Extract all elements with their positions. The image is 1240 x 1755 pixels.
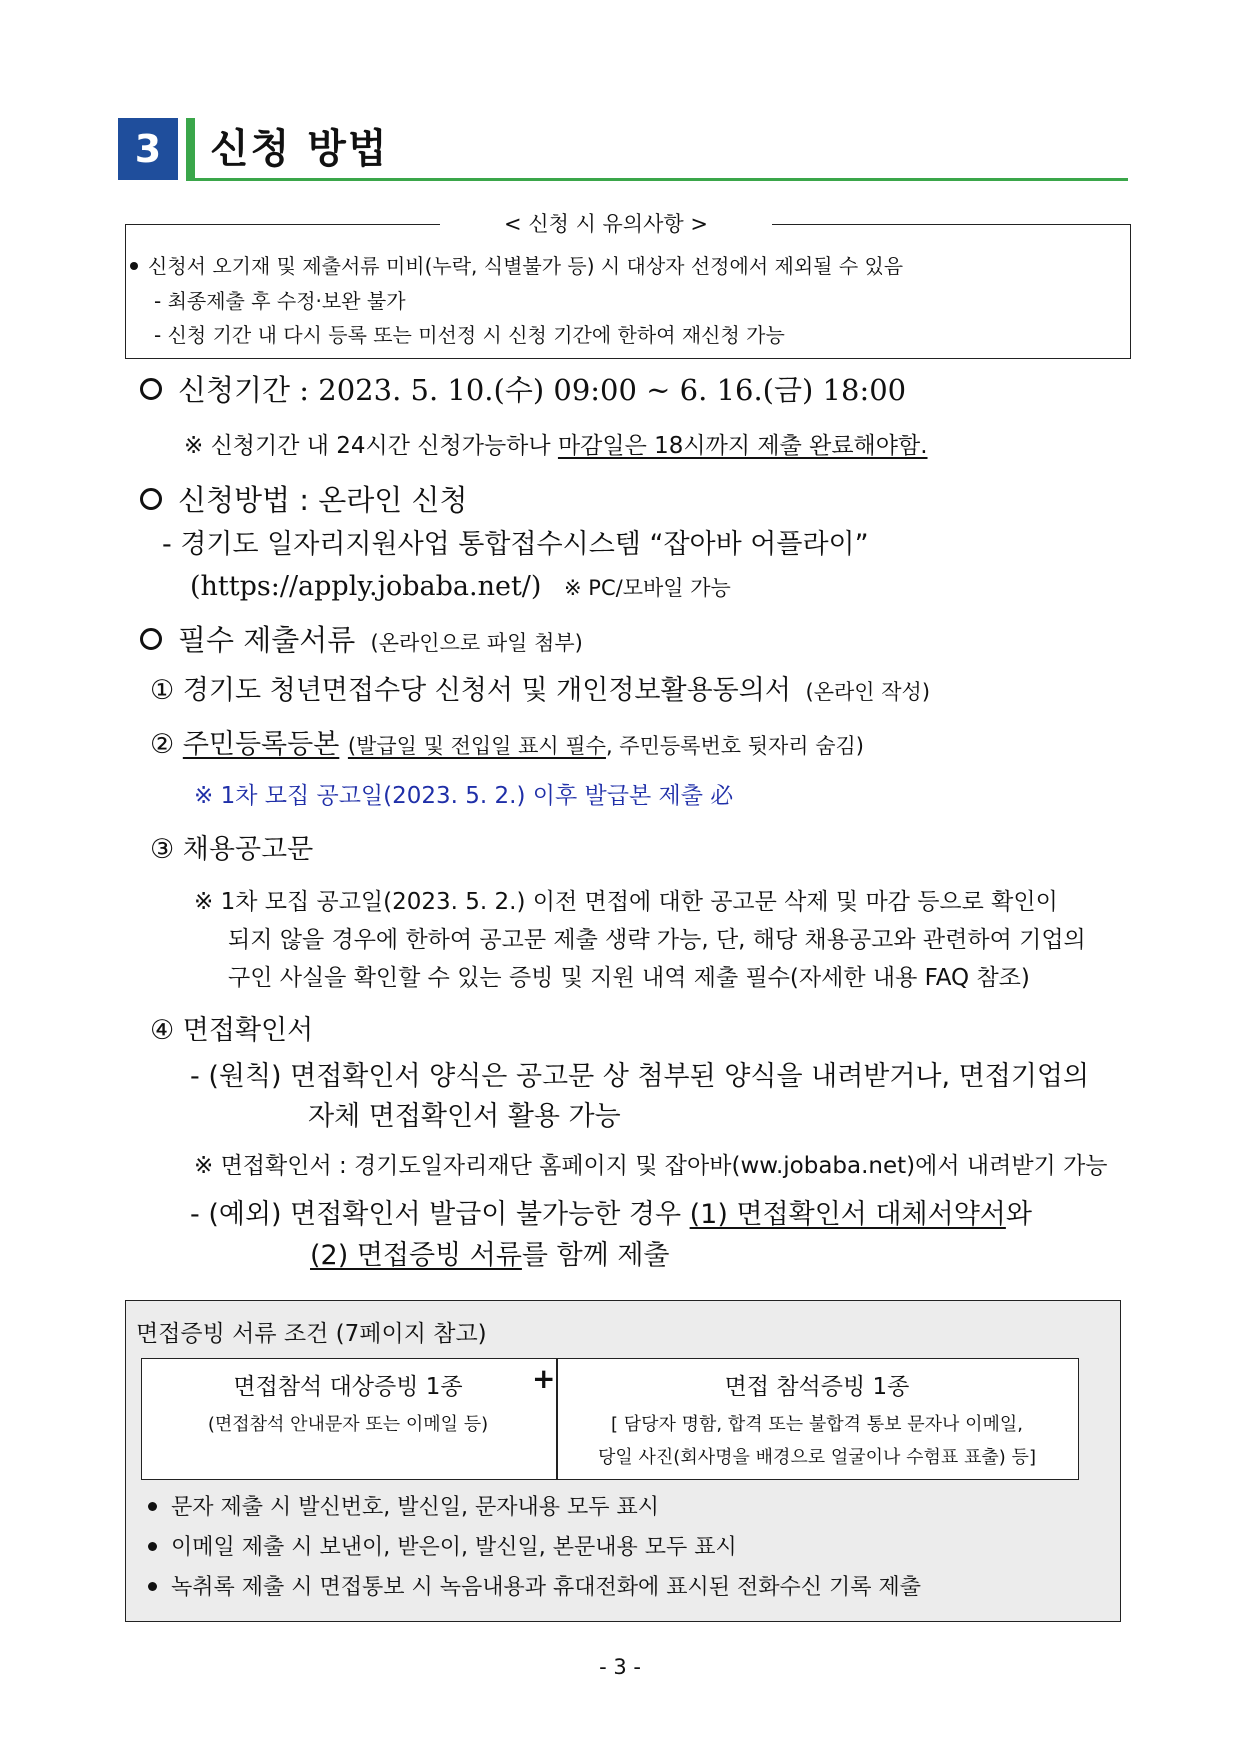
- bullet-dot-icon: [148, 1582, 157, 1591]
- period-label: 신청기간 : 2023. 5. 10.(수) 09:00 ~ 6. 16.(금) 18:00: [178, 373, 907, 407]
- method-line1: - 경기도 일자리지원사업 통합접수시스템 “잡아바 어플라이”: [162, 529, 869, 560]
- exception-prefix: - (예외) 면접확인서 발급이 불가능한 경우: [190, 1199, 690, 1230]
- notice-bullet-text: 신청서 오기재 및 제출서류 미비(누락, 식별불가 등) 시 대상자 선정에서 제외될 수 있음: [148, 254, 904, 278]
- docs-item1: [150, 672, 930, 711]
- evidence-left-sub: (면접참석 안내문자 또는 이메일 등): [207, 1414, 489, 1435]
- page-number: - 3 -: [599, 1655, 641, 1679]
- method-heading: [140, 480, 468, 520]
- notice-sub2: - 신청 기간 내 다시 등록 또는 미선정 시 신청 기간에 한하여 재신청 가능: [154, 323, 785, 347]
- section-title: 신청 방법: [210, 126, 389, 172]
- exception-mid: 와: [1005, 1199, 1032, 1230]
- exception-rest: 를 함께 제출: [521, 1240, 670, 1271]
- circle-bullet-icon: [140, 628, 162, 650]
- period-heading: [140, 370, 906, 410]
- exception-evidence-docs: (2) 면접증빙 서류: [310, 1240, 522, 1271]
- evidence-bullet: [148, 1573, 921, 1603]
- plus-icon: +: [532, 1362, 556, 1395]
- period-note: [184, 430, 928, 462]
- method-device-note: ※ PC/모바일 가능: [564, 576, 731, 600]
- docs-item1-note: (온라인 작성): [805, 680, 931, 704]
- bullet-dot-icon: [148, 1502, 157, 1511]
- section-accent-bar: [186, 118, 195, 180]
- docs-item2-issue-note: (발급일 및 전입일 표시 필수: [347, 734, 606, 758]
- circle-bullet-icon: [140, 488, 162, 510]
- method-url[interactable]: (https://apply.jobaba.net/): [190, 571, 542, 602]
- docs-item2-num: ②: [150, 729, 175, 760]
- docs-label-note: (온라인으로 파일 첨부): [370, 631, 583, 655]
- evidence-bullet-text: 이메일 제출 시 보낸이, 받은이, 발신일, 본문내용 모두 표시: [171, 1535, 737, 1560]
- docs-item4-exception-line1: [190, 1196, 1032, 1234]
- docs-item4-rule-line2: 자체 면접확인서 활용 가능: [308, 1101, 621, 1132]
- period-note-deadline: 마감일은 18시까지 제출 완료해야함.: [557, 433, 928, 459]
- method-label: 신청방법 : 온라인 신청: [178, 483, 468, 517]
- docs-label: 필수 제출서류: [178, 623, 356, 657]
- evidence-right-title: 면접 참석증빙 1종: [724, 1374, 910, 1400]
- docs-item3: ③ 채용공고문: [150, 834, 314, 865]
- circle-bullet-icon: [140, 378, 162, 400]
- evidence-bullet-text: 녹취록 제출 시 면접통보 시 녹음내용과 휴대전화에 표시된 전화수신 기록 제출: [171, 1575, 921, 1600]
- notice-title: < 신청 시 유의사항 >: [440, 210, 772, 238]
- evidence-bullet: [148, 1493, 659, 1523]
- evidence-bullet: [148, 1533, 737, 1563]
- notice-sub1: - 최종제출 후 수정·보완 불가: [154, 289, 406, 313]
- section-underline: [186, 178, 1128, 181]
- bullet-dot-icon: [148, 1542, 157, 1551]
- section-number: 3: [118, 118, 178, 180]
- evidence-right-sub2: 당일 사진(회사명을 배경으로 얼굴이나 수험표 표출) 등]: [598, 1447, 1036, 1468]
- docs-heading: [140, 620, 583, 663]
- docs-item1-text: ① 경기도 청년면접수당 신청서 및 개인정보활용동의서: [150, 675, 791, 706]
- docs-item4-download-note: ※ 면접확인서 : 경기도일자리재단 홈페이지 및 잡아바(ww.jobaba.net)에서 내려받기 가능: [194, 1153, 1108, 1179]
- docs-item4-rule-line1: - (원칙) 면접확인서 양식은 공고문 상 첨부된 양식을 내려받거나, 면접기업의: [190, 1061, 1090, 1092]
- docs-item3-note3: 구인 사실을 확인할 수 있는 증빙 및 지원 내역 제출 필수(자세한 내용 FAQ 참조): [228, 965, 1030, 991]
- docs-item2-rest: , 주민등록번호 뒷자리 숨김): [605, 734, 864, 758]
- method-url-line: [190, 568, 731, 607]
- period-note-prefix: ※ 신청기간 내 24시간 신청가능하나: [184, 433, 558, 459]
- evidence-bullet-text: 문자 제출 시 발신번호, 발신일, 문자내용 모두 표시: [171, 1495, 659, 1520]
- docs-item2: [150, 726, 864, 765]
- bullet-dot-icon: [130, 262, 138, 270]
- docs-item3-note1: ※ 1차 모집 공고일(2023. 5. 2.) 이전 면접에 대한 공고문 삭제 및 마감 등으로 확인이: [194, 889, 1058, 915]
- exception-substitute-pledge: (1) 면접확인서 대체서약서: [689, 1199, 1006, 1230]
- evidence-title: 면접증빙 서류 조건 (7페이지 참고): [136, 1321, 487, 1347]
- docs-item4-exception-line2: [310, 1237, 669, 1275]
- evidence-right-sub1: [ 담당자 명함, 합격 또는 불합격 통보 문자나 이메일,: [611, 1414, 1023, 1435]
- docs-item2-note: ※ 1차 모집 공고일(2023. 5. 2.) 이후 발급본 제출 必: [194, 783, 734, 809]
- docs-item2-resident-register: 주민등록등본: [182, 729, 340, 760]
- docs-item4: ④ 면접확인서: [150, 1015, 314, 1046]
- notice-bullet: [130, 253, 903, 279]
- docs-item3-note2: 되지 않을 경우에 한하여 공고문 제출 생략 가능, 단, 해당 채용공고와 관련하여 기업의: [228, 927, 1086, 953]
- evidence-left-title: 면접참석 대상증빙 1종: [233, 1374, 463, 1400]
